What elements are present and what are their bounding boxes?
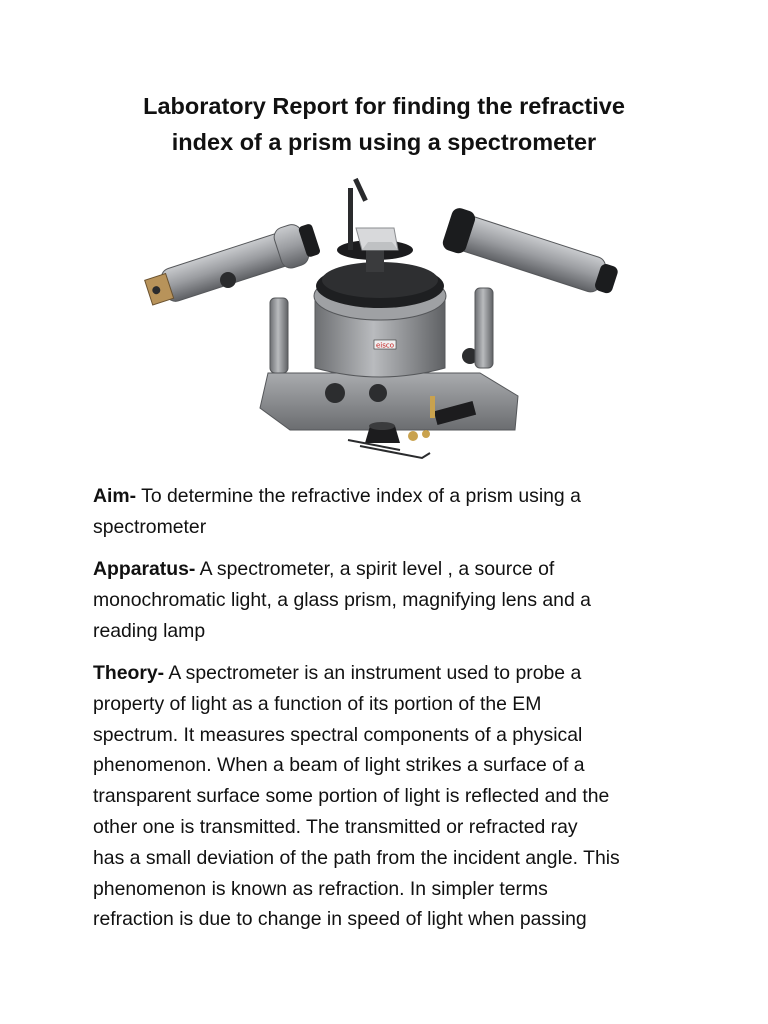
theory-line: property of light as a function of its portion of the EM: [93, 692, 542, 715]
theory-label: Theory-: [93, 662, 165, 684]
theory-line: refraction is due to change in speed of light when passing: [93, 908, 587, 931]
title-line: Laboratory Report for finding the refractive: [143, 93, 625, 119]
theory-line: phenomenon is known as refraction. In simpler terms: [93, 877, 548, 900]
page-title: [60, 88, 708, 160]
theory-line: phenomenon. When a beam of light strikes a surface of a: [93, 754, 585, 777]
apparatus-paragraph: [93, 554, 693, 646]
spectrometer-apparatus-image: [130, 168, 640, 463]
apparatus-line: reading lamp: [93, 619, 206, 642]
aim-line: spectrometer: [93, 515, 207, 538]
theory-line: spectrum. It measures spectral components of a physical: [93, 723, 583, 746]
aim-label: Aim-: [93, 485, 137, 507]
theory-line: Theory- A spectrometer is an instrument used to probe a: [93, 662, 582, 684]
theory-line: other one is transmitted. The transmitted or refracted ray: [93, 815, 578, 838]
apparatus-line: Apparatus- A spectrometer, a spirit level , a source of: [93, 558, 555, 580]
aim-paragraph: [93, 481, 693, 543]
title-line: index of a prism using a spectrometer: [171, 129, 597, 155]
apparatus-label: Apparatus-: [93, 558, 196, 580]
theory-line: has a small deviation of the path from the incident angle. This: [93, 846, 620, 869]
brand-plate-text: eisco: [375, 341, 395, 350]
theory-line: transparent surface some portion of light is reflected and the: [93, 785, 610, 808]
apparatus-line: monochromatic light, a glass prism, magnifying lens and a: [93, 588, 591, 611]
aim-line: Aim- To determine the refractive index of a prism using a: [93, 485, 581, 507]
theory-paragraph: [93, 658, 693, 935]
